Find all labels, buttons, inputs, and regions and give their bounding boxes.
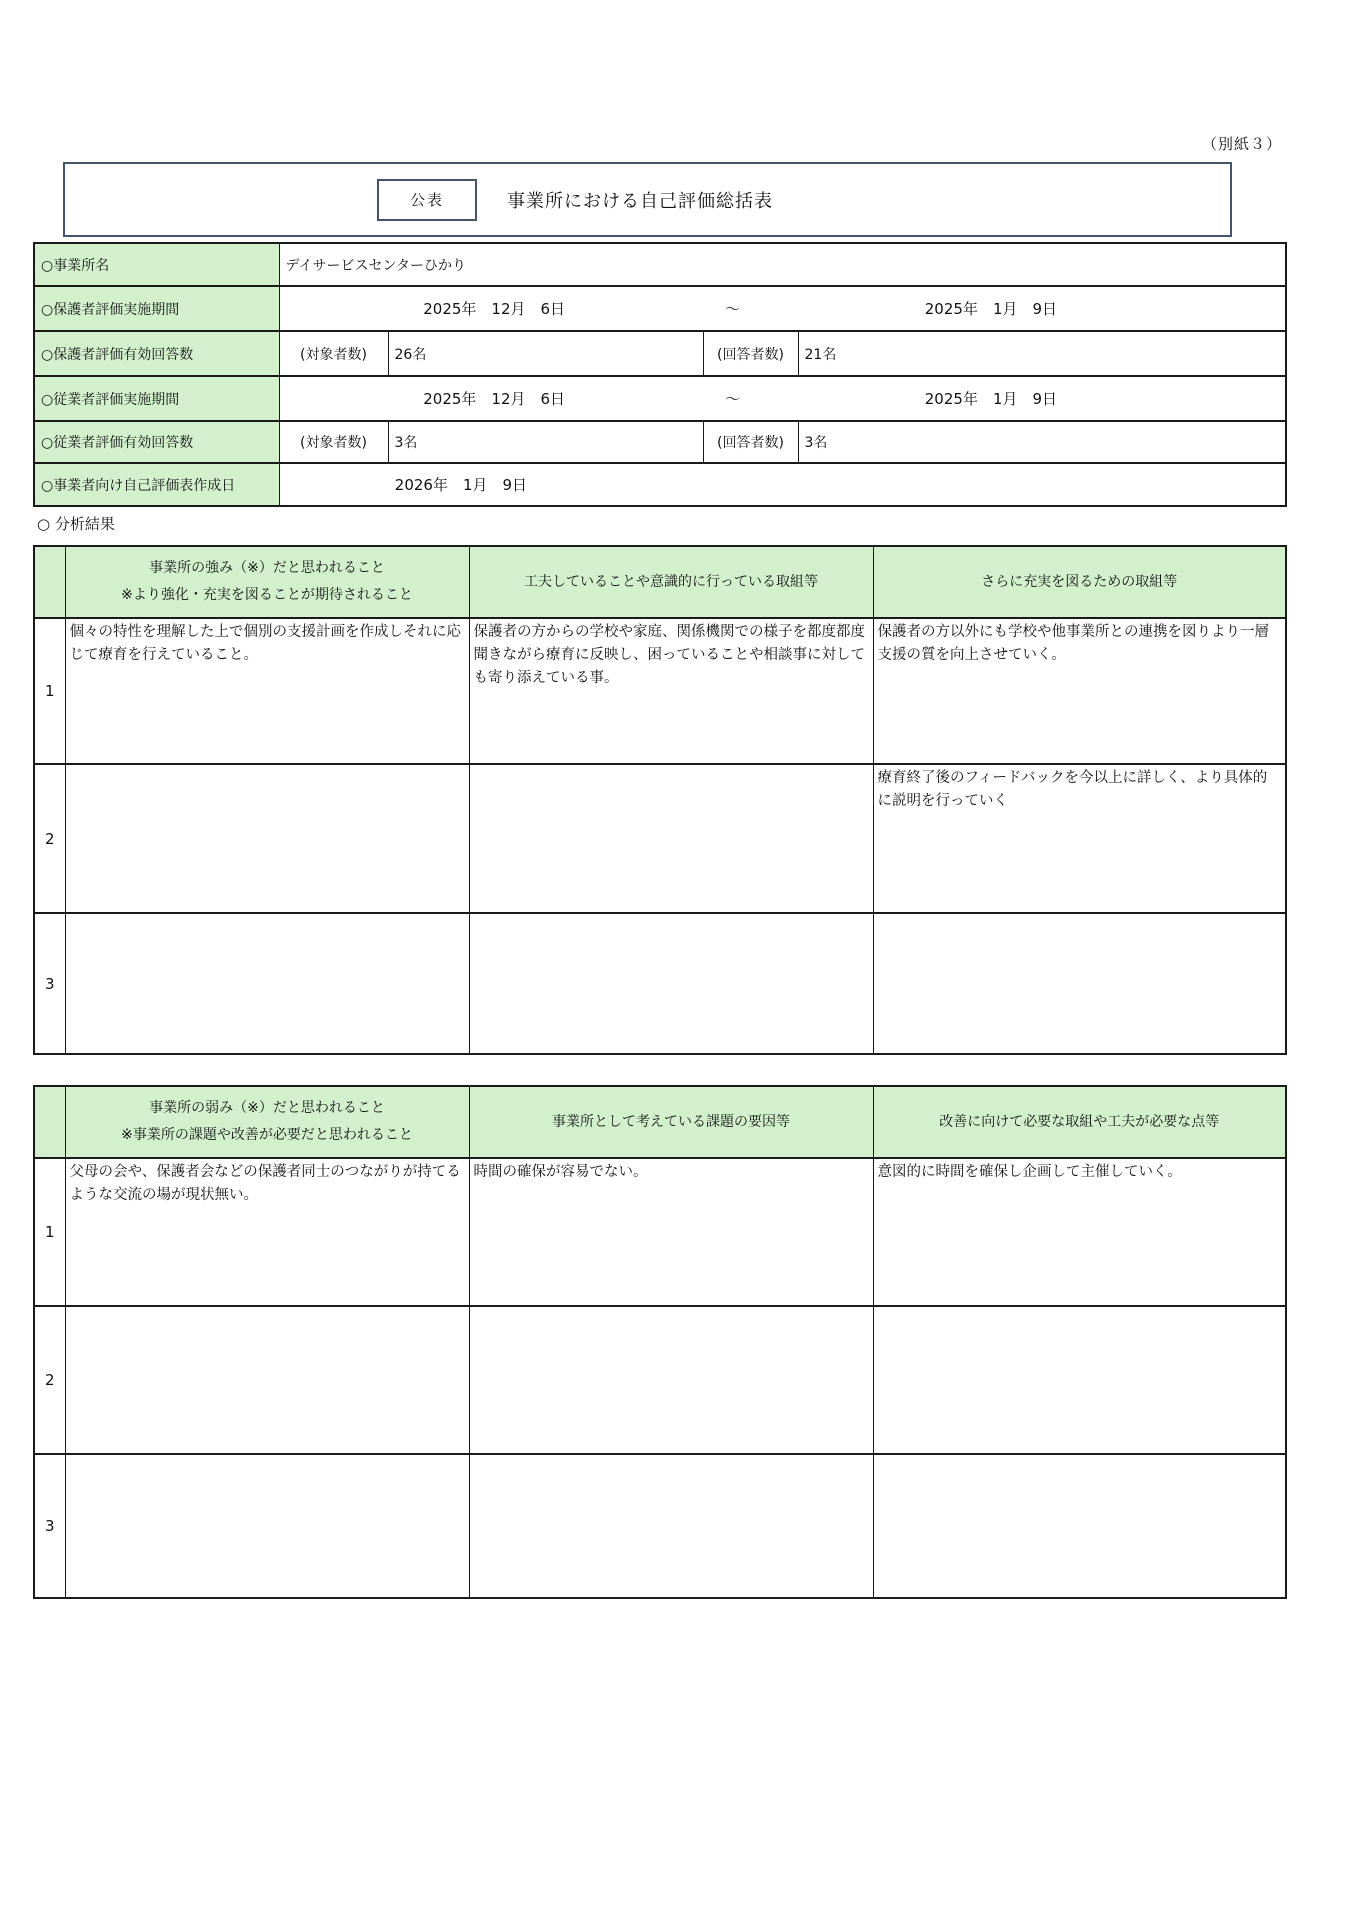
strengths-number-col-header	[34, 546, 65, 618]
self-eval-date-label: ○事業者向け自己評価表作成日	[34, 463, 279, 506]
weaknesses-number-col-header	[34, 1086, 65, 1158]
row-office-name	[34, 243, 1286, 286]
tilde-separator: ～	[725, 390, 741, 408]
weaknesses-col1-header-line2: ※事業所の課題や改善が必要だと思われること	[121, 1127, 413, 1143]
row-number: 2	[34, 1306, 65, 1454]
staff-period-end: 2025年 1月 9日	[924, 390, 1058, 408]
weaknesses-analysis-table	[33, 1085, 1287, 1599]
weaknesses-row-2	[34, 1306, 1286, 1454]
staff-period-label: ○従業者評価実施期間	[34, 376, 279, 421]
strengths-row1-col2: 保護者の方からの学校や家庭、関係機関での様子を都度都度聞きながら療育に反映し、困っていることや相談事に対しても寄り添えている事。	[469, 618, 873, 764]
weaknesses-col1-header	[65, 1086, 469, 1158]
strengths-table-header-row	[34, 546, 1286, 618]
weaknesses-col1-header-line1: 事業所の弱み（※）だと思われること	[149, 1100, 385, 1117]
strengths-row-1	[34, 618, 1286, 764]
strengths-row2-col2	[469, 764, 873, 913]
guardian-responses-label: ○保護者評価有効回答数	[34, 331, 279, 376]
strengths-analysis-table	[33, 545, 1287, 1055]
strengths-row2-col1	[65, 764, 469, 913]
facility-info-table	[33, 242, 1287, 507]
staff-target-count-value: 3名	[388, 421, 703, 463]
row-guardian-eval-period	[34, 286, 1286, 331]
strengths-row1-col3: 保護者の方以外にも学校や他事業所との連携を図りより一層支援の質を向上させていく。	[873, 618, 1286, 764]
strengths-row3-col2	[469, 913, 873, 1054]
self-eval-date-value	[279, 463, 1286, 506]
office-name-label: ○事業所名	[34, 243, 279, 286]
strengths-row-2	[34, 764, 1286, 913]
weaknesses-row1-col2: 時間の確保が容易でない。	[469, 1158, 873, 1306]
staff-responses-label: ○従業者評価有効回答数	[34, 421, 279, 463]
strengths-row3-col1	[65, 913, 469, 1054]
guardian-respondent-count-label: (回答者数)	[703, 331, 798, 376]
self-eval-date-text: 2026年 1月 9日	[394, 476, 528, 494]
weaknesses-row3-col3	[873, 1454, 1286, 1598]
row-number: 3	[34, 1454, 65, 1598]
weaknesses-col3-header: 改善に向けて必要な取組や工夫が必要な点等	[873, 1086, 1286, 1158]
guardian-respondent-count-value: 21名	[798, 331, 1286, 376]
weaknesses-table-header-row	[34, 1086, 1286, 1158]
weaknesses-row-3	[34, 1454, 1286, 1598]
row-number: 1	[34, 1158, 65, 1306]
weaknesses-row-1	[34, 1158, 1286, 1306]
staff-respondent-count-value: 3名	[798, 421, 1286, 463]
strengths-row1-col1: 個々の特性を理解した上で個別の支援計画を作成しそれに応じて療育を行えていること。	[65, 618, 469, 764]
strengths-col3-header: さらに充実を図るための取組等	[873, 546, 1286, 618]
strengths-col1-header	[65, 546, 469, 618]
analysis-results-heading: ○ 分析結果	[37, 515, 115, 533]
row-number: 1	[34, 618, 65, 764]
guardian-period-start: 2025年 12月 6日	[423, 300, 566, 318]
row-guardian-valid-responses	[34, 331, 1286, 376]
guardian-target-count-value: 26名	[388, 331, 703, 376]
strengths-col2-header: 工夫していることや意識的に行っている取組等	[469, 546, 873, 618]
staff-target-count-label: (対象者数)	[279, 421, 388, 463]
weaknesses-row2-col1	[65, 1306, 469, 1454]
strengths-col1-header-line2: ※より強化・充実を図ることが期待されること	[121, 587, 413, 603]
guardian-period-end: 2025年 1月 9日	[924, 300, 1058, 318]
strengths-row2-col3: 療育終了後のフィードバックを今以上に詳しく、より具体的に説明を行っていく	[873, 764, 1286, 913]
tilde-separator: ～	[725, 300, 741, 318]
document-title: 事業所における自己評価総括表	[507, 190, 773, 212]
strengths-row-3	[34, 913, 1286, 1054]
guardian-period-label: ○保護者評価実施期間	[34, 286, 279, 331]
staff-respondent-count-label: (回答者数)	[703, 421, 798, 463]
title-header-box	[63, 162, 1232, 237]
weaknesses-row1-col3: 意図的に時間を確保し企画して主催していく。	[873, 1158, 1286, 1306]
row-number: 2	[34, 764, 65, 913]
weaknesses-row3-col2	[469, 1454, 873, 1598]
staff-period-value	[279, 376, 1286, 421]
weaknesses-col2-header: 事業所として考えている課題の要因等	[469, 1086, 873, 1158]
row-staff-valid-responses	[34, 421, 1286, 463]
row-number: 3	[34, 913, 65, 1054]
weaknesses-row3-col1	[65, 1454, 469, 1598]
row-self-eval-creation-date	[34, 463, 1286, 506]
publication-stamp: 公表	[377, 179, 477, 221]
attachment-number-label: （別紙３）	[1201, 135, 1282, 153]
staff-period-start: 2025年 12月 6日	[423, 390, 566, 408]
guardian-period-value	[279, 286, 1286, 331]
row-staff-eval-period	[34, 376, 1286, 421]
weaknesses-row2-col2	[469, 1306, 873, 1454]
office-name-value: デイサービスセンターひかり	[279, 243, 1286, 286]
weaknesses-row2-col3	[873, 1306, 1286, 1454]
strengths-col1-header-line1: 事業所の強み（※）だと思われること	[149, 560, 385, 577]
strengths-row3-col3	[873, 913, 1286, 1054]
guardian-target-count-label: (対象者数)	[279, 331, 388, 376]
weaknesses-row1-col1: 父母の会や、保護者会などの保護者同士のつながりが持てるような交流の場が現状無い。	[65, 1158, 469, 1306]
